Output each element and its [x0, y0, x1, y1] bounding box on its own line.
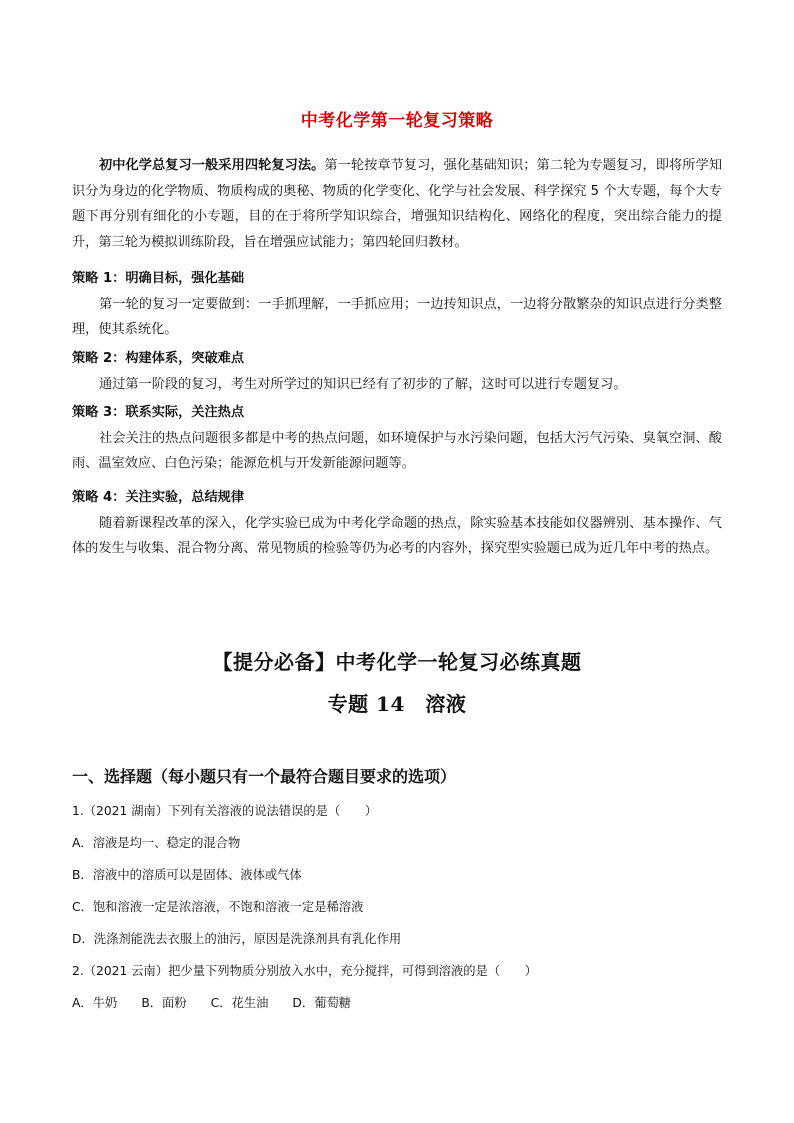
question-1-option-c: C．饱和溶液一定是浓溶液，不饱和溶液一定是稀溶液 — [72, 900, 364, 914]
doc-title: 中考化学第一轮复习策略 — [300, 111, 494, 131]
question-1-option-a: A．溶液是均一、稳定的混合物 — [72, 836, 241, 850]
section-subtitle: 专题 14 溶液 — [327, 692, 467, 716]
part-heading: 一、选择题（每小题只有一个最符合题目要求的选项） — [72, 767, 457, 786]
strategy-1-head: 策略 1：明确目标，强化基础 — [72, 271, 245, 286]
strategy-3-body: 社会关注的热点问题很多都是中考的热点问题，如环境保护与水污染问题，包括大污气污染、臭氧空洞、酸雨、温室效应、白色污染；能源危机与开发新能源问题等。 — [72, 430, 722, 471]
intro-lead: 初中化学总复习一般采用四轮复习法。 — [99, 158, 325, 173]
question-2-options — [72, 994, 722, 1012]
question-2-option-a: A．牛奶 — [72, 996, 118, 1010]
strategy-1 — [72, 266, 722, 343]
strategy-4 — [72, 485, 722, 562]
strategy-2-body: 通过第一阶段的复习，考生对所学过的知识已经有了初步的了解，这时可以进行专题复习。 — [99, 376, 627, 392]
strategy-4-head: 策略 4：关注实验，总结规律 — [72, 490, 245, 505]
intro-rest: 第一轮按章节复习，强化基础知识；第二轮为专题复习，即将所学知识分为身边的化学物质、物质构成的奥秘、物质的化学变化、化学与社会发展、科学探究 5 个大专题，每个大专题下再分别有细化的小专题，目的在于将所学知识综合，增强知识结构化、网络化的程度，突出综合能力的提升，第三轮为模拟训练阶段，旨在增强应试能力；第四轮回归教材。 — [72, 158, 723, 250]
strategy-1-body: 第一轮的复习一定要做到：一手抓理解，一手抓应用；一边抟知识点，一边将分散繁杂的知识点进行分类整理，使其系统化。 — [72, 296, 722, 337]
question-1-option-b: B．溶液中的溶质可以是固体、液体或气体 — [72, 868, 302, 882]
strategy-3 — [72, 400, 722, 477]
question-2-option-d: D．葡萄糖 — [292, 996, 352, 1010]
section-title: 【提分必备】中考化学一轮复习必练真题 — [212, 650, 582, 674]
question-2-option-b: B．面粉 — [141, 996, 187, 1010]
strategy-4-body: 随着新课程改革的深入，化学实验已成为中考化学命题的热点，除实验基本技能如仪器辨别、基本操作、气体的发生与收集、混合物分离、常见物质的检验等仍为必考的内容外，探究型实验题已成为近几年中考的热点。 — [72, 515, 722, 556]
strategy-3-head: 策略 3：联系实际，关注热点 — [72, 405, 245, 420]
question-2-stem: 2.（2021 云南）把少量下列物质分别放入水中，充分搅拌，可得到溶液的是（ ） — [72, 964, 538, 978]
strategy-2 — [72, 346, 722, 397]
strategy-2-head: 策略 2：构建体系，突破难点 — [72, 351, 245, 366]
question-2-option-c: C．花生油 — [210, 996, 269, 1010]
intro-paragraph — [72, 153, 722, 255]
question-1-stem: 1.（2021 湖南）下列有关溶液的说法错误的是（ ） — [72, 804, 378, 818]
question-1-option-d: D．洗涤剂能洗去衣服上的油污，原因是洗涤剂具有乳化作用 — [72, 932, 402, 946]
